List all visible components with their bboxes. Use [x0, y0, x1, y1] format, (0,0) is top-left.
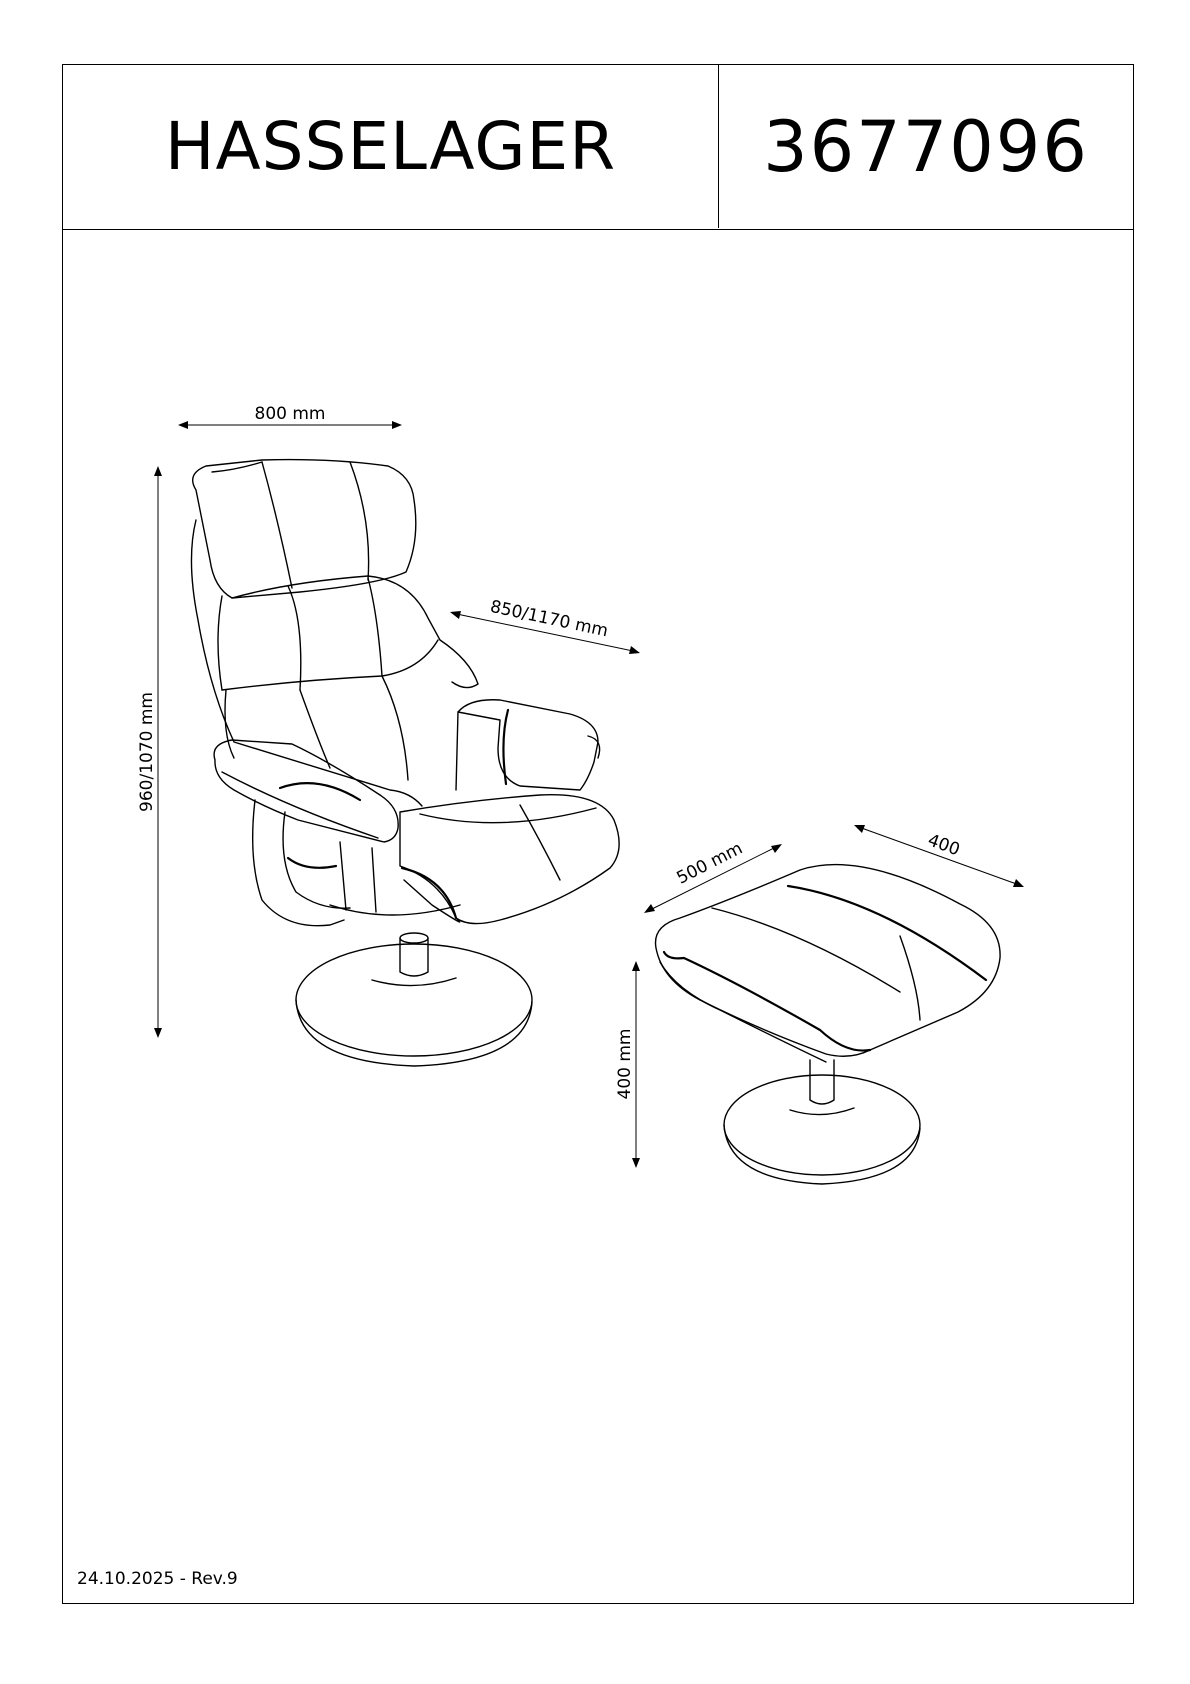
brand-title: HASSELAGER [63, 65, 719, 228]
dimension-chair-depth [450, 597, 640, 654]
footstool-illustration [656, 865, 1001, 1184]
dimension-chair-height [137, 466, 162, 1038]
label-stool-height: 400 mm [615, 1028, 635, 1100]
revision-date: 24.10.2025 - Rev.9 [77, 1569, 238, 1589]
dimension-stool-height [615, 961, 640, 1168]
dimension-stool-depth [644, 839, 782, 913]
label-stool-width: 400 [925, 830, 963, 861]
dimension-chair-width [178, 404, 402, 429]
label-stool-depth: 500 mm [673, 838, 746, 889]
item-number: 3677096 [763, 105, 1089, 188]
label-chair-height: 960/1070 mm [137, 692, 157, 812]
recliner-chair-illustration [191, 460, 619, 1066]
label-chair-width: 800 mm [254, 404, 326, 424]
label-chair-depth: 850/1170 mm [488, 596, 610, 642]
dimension-stool-width [854, 825, 1024, 887]
